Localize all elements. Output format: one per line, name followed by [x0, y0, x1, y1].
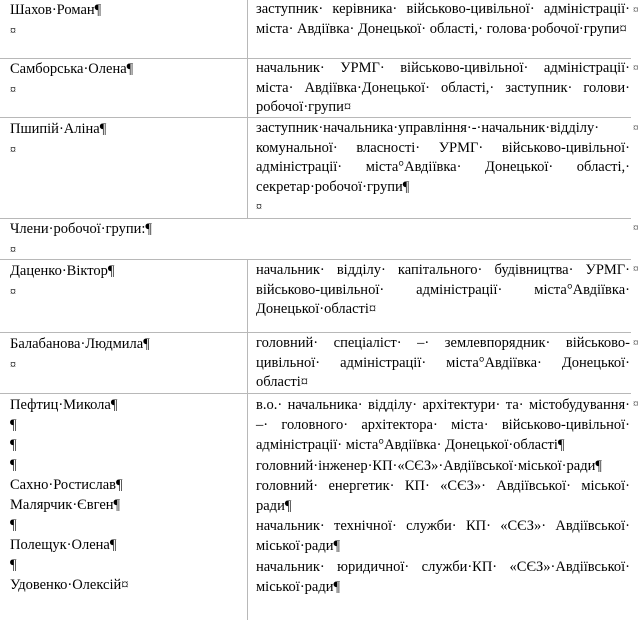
cell-mark: ¤	[10, 357, 16, 371]
paragraph-mark: ¶	[10, 457, 17, 473]
row-end-mark: ¤	[633, 263, 639, 275]
row-end-mark: ¤	[633, 222, 639, 234]
member-name: Сахно·Ростислав¶	[10, 477, 123, 493]
row-end-mark: ¤	[633, 4, 639, 16]
member-name: Полещук·Олена¶	[10, 537, 117, 553]
member-name-cell	[10, 119, 248, 159]
paragraph-mark: ¶	[10, 557, 17, 573]
member-name: Малярчик·Євген¶	[10, 497, 121, 513]
member-name: Даценко·Віктор¶	[10, 263, 115, 279]
row-divider	[0, 332, 631, 333]
member-role: заступник·начальника·управління·-·начальник·відділу· комунальної· власності· УРМГ· військово-цивільної· адміністрації· міста°Авдіївка· Донецької· області,· секретар·робочої·групи¶	[256, 120, 630, 195]
member-role: в.о.· начальника· відділу· архітектури· та· містобудування· –· головного· архітектора· міста· військово-цивільної· адміністрації· міста°Авдіївка· Донецької·області¶	[256, 397, 630, 454]
member-name: Шахов·Роман¶	[10, 2, 102, 18]
cell-mark: ¤	[10, 242, 16, 256]
section-header-cell	[10, 219, 620, 259]
cell-mark: ¤	[10, 142, 16, 156]
member-name-cell	[10, 261, 248, 301]
member-name-cell	[10, 59, 248, 99]
paragraph-mark: ¶	[10, 517, 17, 533]
member-roles-cell	[256, 395, 630, 597]
row-end-mark: ¤	[633, 62, 639, 74]
section-title: Члени·робочої·групи:¶	[10, 221, 152, 237]
member-role: головний· спеціаліст· –· землевпорядник· військово-цивільної· адміністрації· міста°Авдіївка· Донецької· області¤	[256, 335, 630, 390]
member-role: головний· енергетик· КП· «СЄЗ»· Авдіївської· міської· ради¶	[256, 477, 630, 515]
member-role-cell	[256, 119, 630, 217]
member-role: начальник· УРМГ· військово-цивільної· адміністрації· міста· Авдіївка·Донецької· області,· заступник· голови· робочої·групи¤	[256, 60, 630, 115]
member-role: начальник· юридичної· служби·КП· «СЄЗ»·Авдіївської· міської·ради¶	[256, 558, 630, 595]
cell-mark: ¤	[10, 23, 16, 37]
member-names-cell	[10, 395, 248, 595]
member-role: начальник· технічної· служби· КП· «СЄЗ»· Авдіївської· міської·ради¶	[256, 518, 630, 555]
member-name-cell	[10, 334, 248, 374]
member-role: заступник· керівника· військово-цивільної· адміністрації· міста· Авдіївка· Донецької· області,· голова·робочої·групи¤	[256, 1, 630, 37]
member-name-cell	[10, 0, 248, 40]
cell-mark: ¤	[10, 82, 16, 96]
cell-mark: ¤	[10, 284, 16, 298]
member-name: Удовенко·Олексій¤	[10, 577, 129, 593]
paragraph-mark: ¶	[10, 437, 17, 453]
member-name: Балабанова·Людмила¶	[10, 336, 150, 352]
paragraph-mark: ¶	[10, 417, 17, 433]
row-divider	[0, 259, 631, 260]
member-role: головний·інженер·КП·«СЄЗ»·Авдіївської·міської·ради¶	[256, 457, 602, 474]
member-name: Пефтиц·Микола¶	[10, 397, 118, 413]
member-name: Самборська·Олена¶	[10, 61, 134, 77]
member-name: Пшипій·Аліна¶	[10, 121, 107, 137]
member-role: начальник· відділу· капітального· будівництва· УРМГ· військово-цивільної· адміністрації· міста°Авдіївка· Донецької·області¤	[256, 262, 630, 317]
row-end-mark: ¤	[633, 398, 639, 410]
row-end-mark: ¤	[633, 122, 639, 134]
row-end-mark: ¤	[633, 337, 639, 349]
row-divider	[0, 393, 631, 394]
cell-mark: ¤	[256, 199, 262, 213]
